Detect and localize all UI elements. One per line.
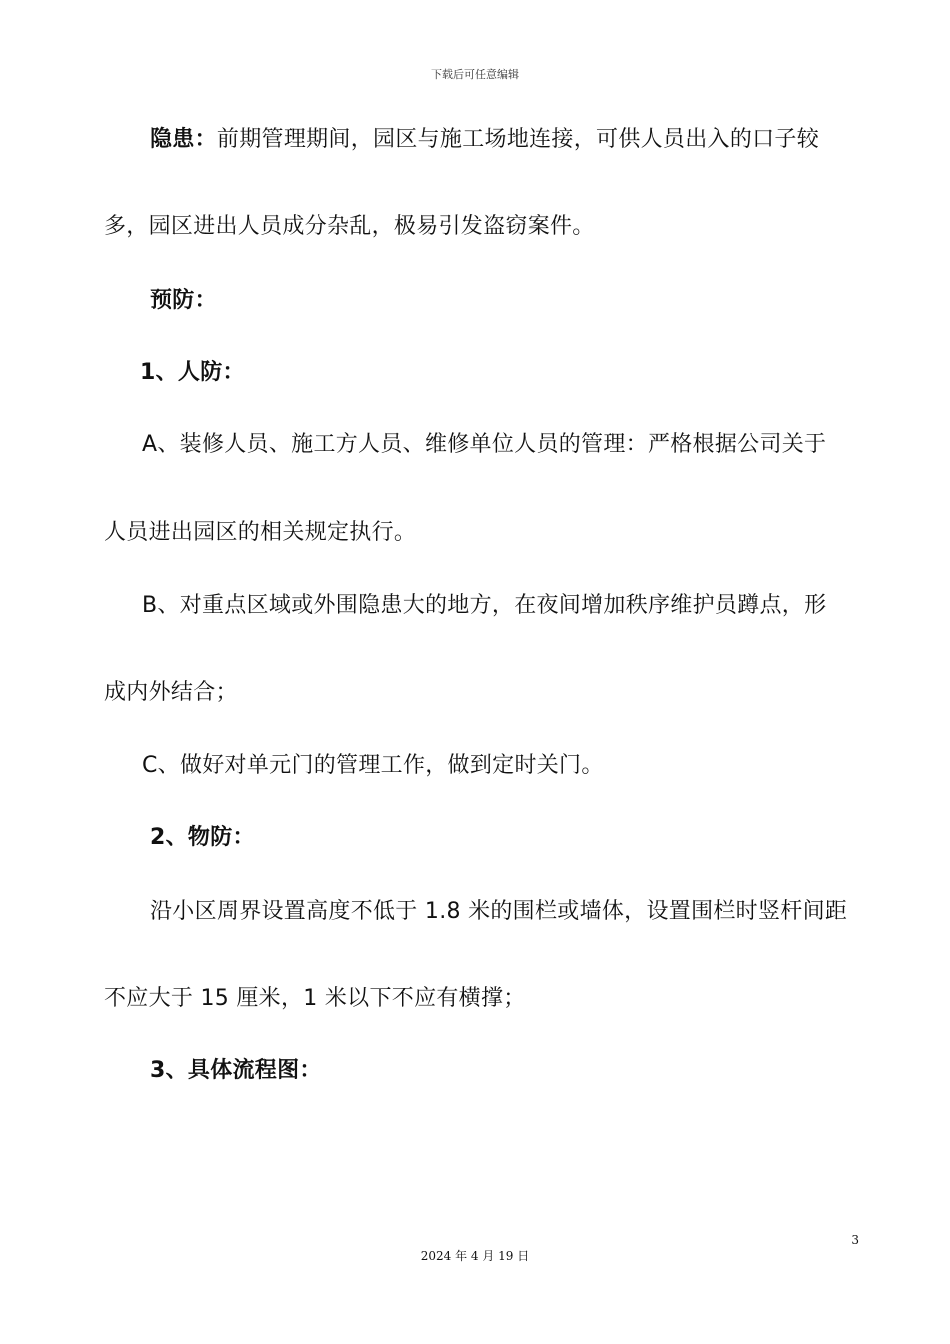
page-header: 下载后可任意编辑	[431, 68, 519, 81]
item-c-line1: C、做好对单元门的管理工作，做到定时关门。	[142, 753, 604, 778]
heading-human-defense: 1、人防：	[140, 360, 245, 385]
physical-text-line2: 不应大于 15 厘米，1 米以下不应有横撑；	[104, 986, 526, 1011]
hazard-colon: ：	[194, 127, 217, 152]
page-number: 3	[851, 1233, 859, 1247]
item-b-line2: 成内外结合；	[104, 680, 238, 705]
item-a-line1: A、装修人员、施工方人员、维修单位人员的管理：严格根据公司关于	[142, 432, 827, 457]
physical-text-line1: 沿小区周界设置高度不低于 1.8 米的围栏或墙体，设置围栏时竖杆间距	[150, 899, 848, 924]
item-b-line1: B、对重点区域或外围隐患大的地方，在夜间增加秩序维护员蹲点，形	[142, 593, 827, 618]
item-a-line2: 人员进出园区的相关规定执行。	[104, 520, 417, 545]
hazard-text: 前期管理期间，园区与施工场地连接，可供人员出入的口子较	[216, 127, 820, 152]
paragraph-hazard-line1	[150, 125, 819, 155]
page-footer-date: 2024 年 4 月 19 日	[420, 1249, 530, 1263]
heading-flowchart: 3、具体流程图：	[150, 1058, 322, 1083]
heading-physical-defense: 2、物防：	[150, 825, 255, 850]
prevention-heading: 预防：	[150, 288, 217, 313]
hazard-label: 隐患	[150, 127, 195, 152]
paragraph-hazard-line2: 多，园区进出人员成分杂乱，极易引发盗窃案件。	[104, 214, 595, 239]
